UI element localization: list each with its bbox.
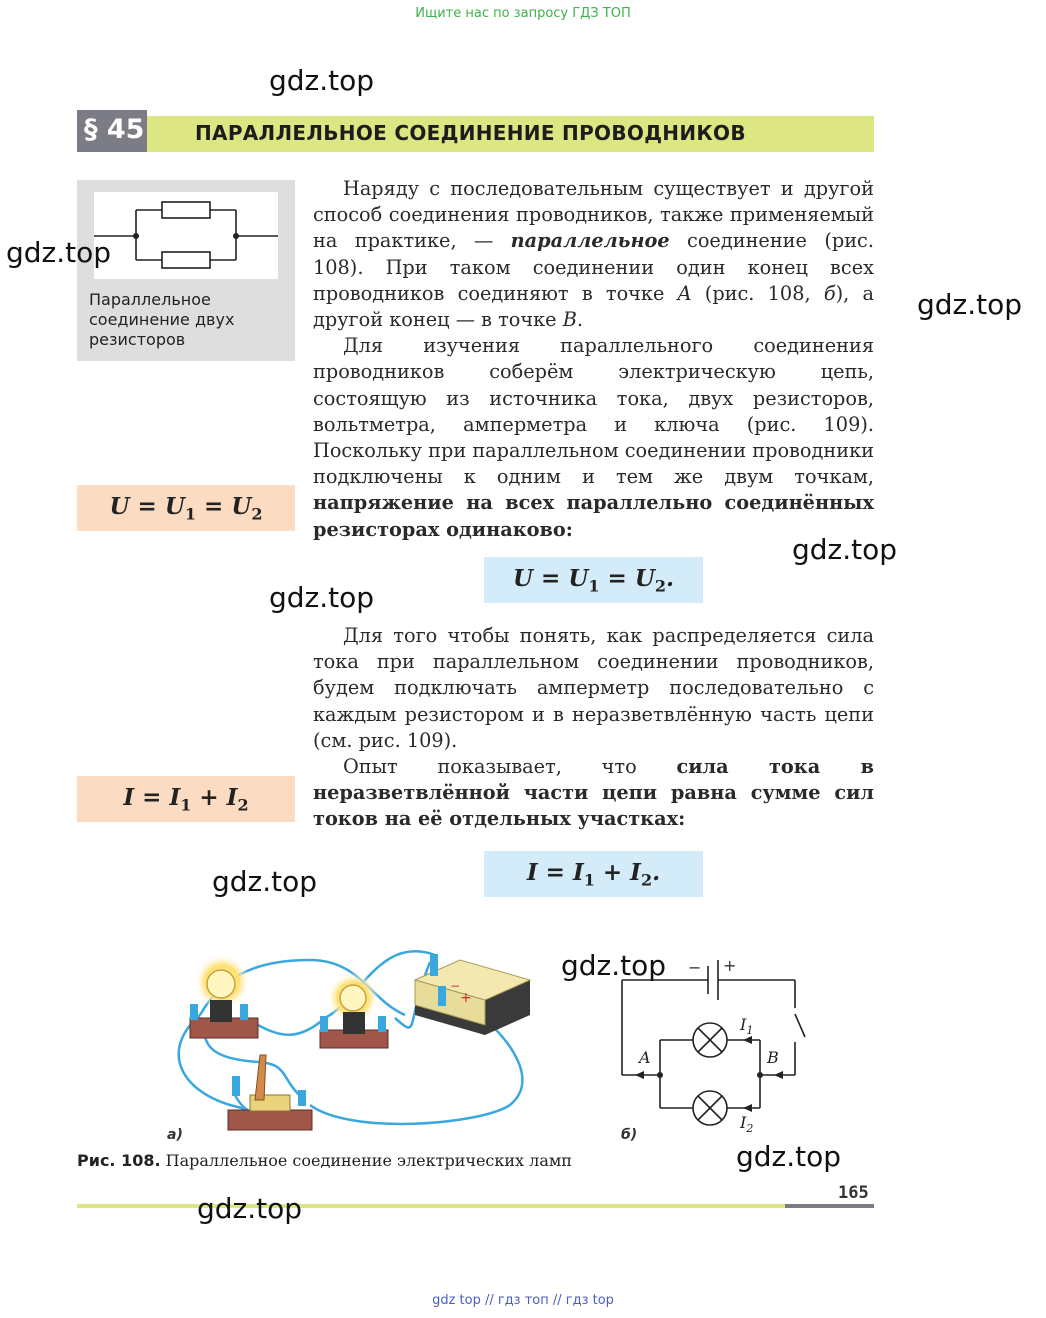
watermark: gdz.top [269, 581, 375, 614]
svg-text:−: − [450, 979, 461, 993]
current-formula: $I = I_1 + I_2$. [484, 851, 703, 897]
watermark: gdz.top [6, 236, 112, 269]
body-text-top [313, 176, 874, 543]
sidebar-caption: Параллельное соединение двух резисторов [89, 290, 235, 349]
switch [228, 1055, 312, 1130]
lamp-1 [190, 954, 258, 1038]
figure-label-a: а) [167, 1127, 183, 1143]
watermark: gdz.top [269, 64, 375, 97]
current-i2-label: $I_2$ [740, 1113, 754, 1136]
footer-rule-grey [785, 1204, 874, 1208]
parallel-resistor-diagram [94, 192, 278, 279]
watermark: gdz.top [212, 865, 318, 898]
node-b-label: B [767, 1048, 779, 1067]
bottom-links[interactable]: gdz top // гдз топ // гдз top [432, 1293, 614, 1308]
node-a-label: A [639, 1048, 651, 1067]
voltage-formula: $U = U_1 = U_2$. [484, 557, 703, 603]
page-number: 165 [838, 1183, 869, 1203]
paragraph-2: Для изучения параллельного соединения проводников соберём электрическую цепь, состоящую из источника тока, двух резисторов, вольтметра, амперметра и ключа (рис. 109). Поскольку при параллельном соединении проводники подключены к одним и тем же двум точкам, напряжение на всех параллельно соединённых резисторах одинаково: [313, 334, 874, 541]
battery-plus: + [723, 956, 737, 975]
paragraph-1: Наряду с последовательным существует и другой способ соединения проводников, также применяемый на практике, — параллельное соединение (рис. 108). При таком соединении один конец всех проводников соединяют в точке A (рис. 108, б), а другой конец — в точке B. [313, 177, 875, 332]
lamp-2 [320, 972, 388, 1048]
sidebar-voltage-formula: $U = U_1 = U_2$ [77, 485, 295, 531]
body-text-bottom [313, 623, 874, 833]
watermark: gdz.top [736, 1140, 842, 1173]
section-title: ПАРАЛЛЕЛЬНОЕ СОЕДИНЕНИЕ ПРОВОДНИКОВ [195, 121, 746, 145]
paragraph-3: Для того чтобы понять, как распределяется сила тока при параллельном соединении проводников, будем подключать амперметр последовательно с каждым резистором и в неразветвлённую часть цепи (см. рис. 109). [313, 624, 874, 752]
figure-label-b: б) [621, 1127, 638, 1143]
watermark: gdz.top [792, 533, 898, 566]
figure-caption: Рис. 108. Параллельное соединение электрических ламп [77, 1151, 572, 1170]
section-number: § 45 [77, 110, 147, 152]
battery-minus: − [688, 958, 702, 977]
top-banner: Ищите нас по запросу ГДЗ ТОП [415, 6, 631, 21]
watermark: gdz.top [917, 288, 1023, 321]
watermark: gdz.top [197, 1192, 303, 1225]
paragraph-4: Опыт показывает, что сила тока в неразветвлённой части цепи равна сумме сил токов на её отдельных участках: [313, 755, 874, 831]
current-i1-label: $I_1$ [740, 1015, 754, 1038]
sidebar-current-formula: $I = I_1 + I_2$ [77, 776, 295, 822]
watermark: gdz.top [561, 949, 667, 982]
circuit-schematic [622, 960, 805, 1125]
footer-rule-green [77, 1204, 785, 1208]
svg-text:+: + [460, 990, 472, 1006]
power-supply [415, 954, 530, 1035]
